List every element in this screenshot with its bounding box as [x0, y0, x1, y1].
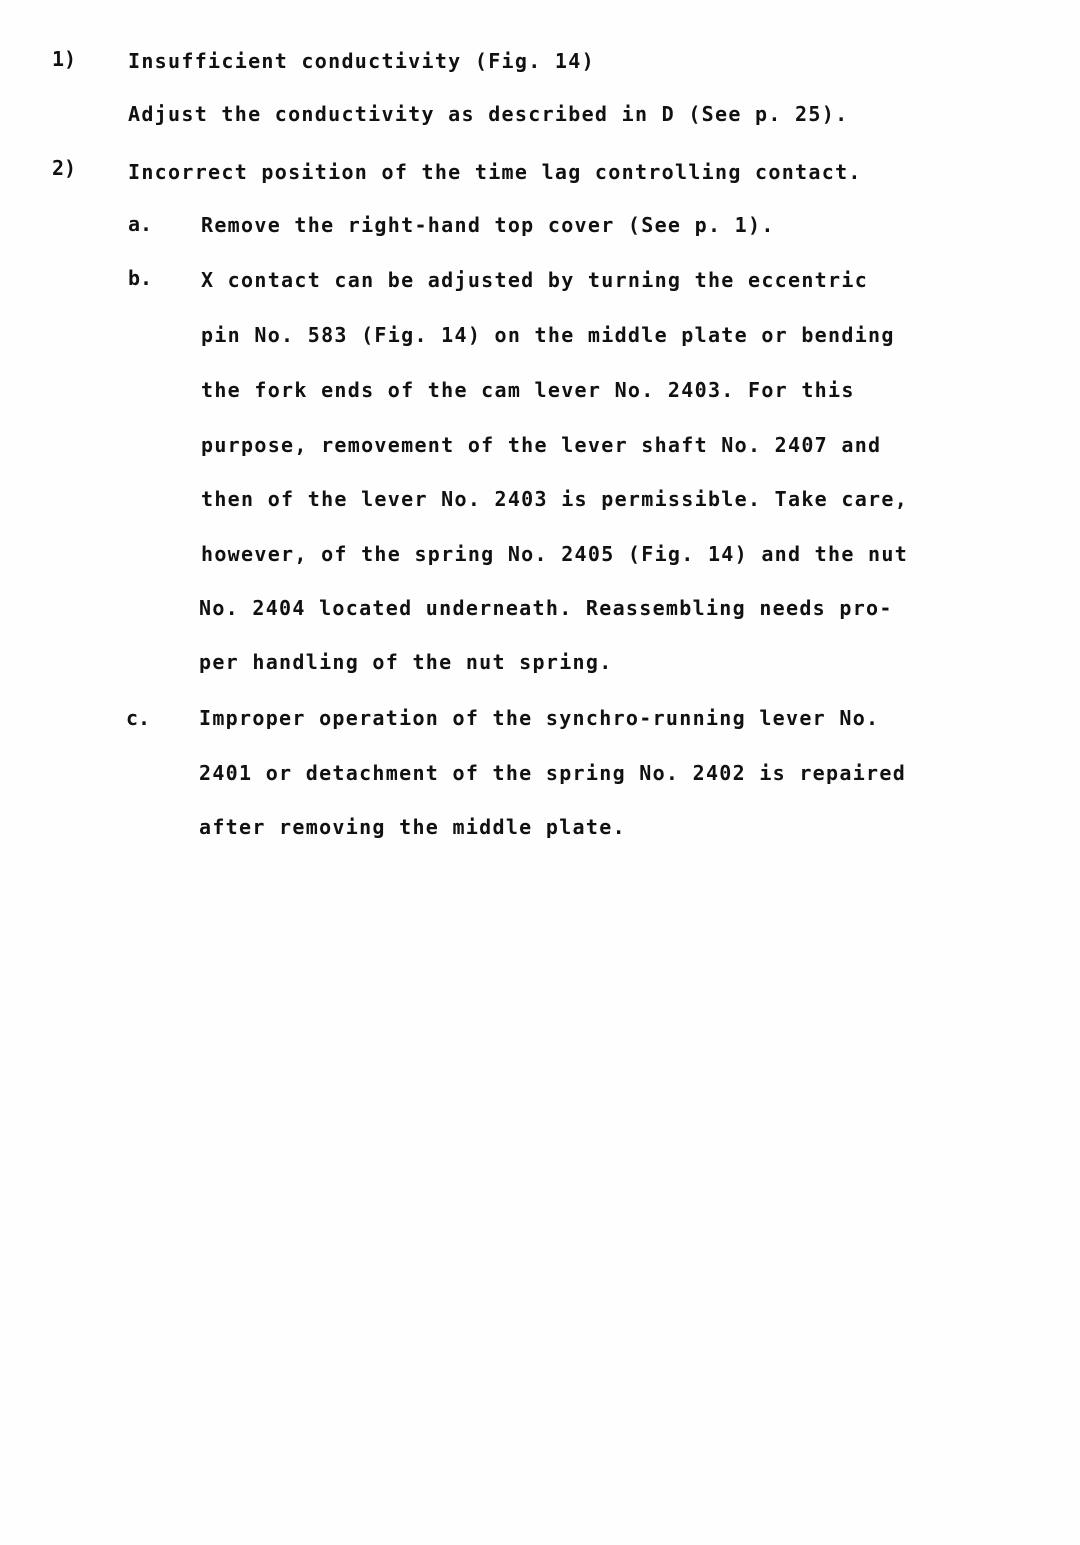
subitem-c-marker: c.	[126, 706, 151, 730]
subitem-c-line-1: Improper operation of the synchro-running lever No.	[199, 706, 880, 730]
subitem-c-line-2: 2401 or detachment of the spring No. 2402 is repaired	[199, 761, 907, 785]
subitem-b-line-2: pin No. 583 (Fig. 14) on the middle plate or bending	[201, 323, 895, 347]
subitem-b-line-3: the fork ends of the cam lever No. 2403. For this	[201, 378, 855, 402]
item-1-line-1: Adjust the conductivity as described in D (See p. 25).	[128, 102, 849, 126]
subitem-b-marker: b.	[128, 266, 153, 290]
subitem-c-line-3: after removing the middle plate.	[199, 815, 626, 839]
subitem-b-line-6: however, of the spring No. 2405 (Fig. 14) and the nut	[201, 542, 909, 566]
subitem-b-line-5: then of the lever No. 2403 is permissible. Take care,	[201, 487, 909, 511]
subitem-b-line-7: No. 2404 located underneath. Reassembling needs pro-	[199, 596, 893, 620]
subitem-b-line-8: per handling of the nut spring.	[199, 650, 613, 674]
item-2-heading: Incorrect position of the time lag controlling contact.	[128, 160, 862, 184]
subitem-a-line-1: Remove the right-hand top cover (See p. 1).	[201, 213, 775, 237]
subitem-a-marker: a.	[128, 212, 153, 236]
subitem-b-line-1: X contact can be adjusted by turning the eccentric	[201, 268, 869, 292]
subitem-b-line-4: purpose, removement of the lever shaft No. 2407 and	[201, 433, 882, 457]
item-1-heading: Insufficient conductivity (Fig. 14)	[128, 49, 595, 73]
item-2-marker: 2)	[52, 156, 77, 180]
item-1-marker: 1)	[52, 47, 77, 71]
